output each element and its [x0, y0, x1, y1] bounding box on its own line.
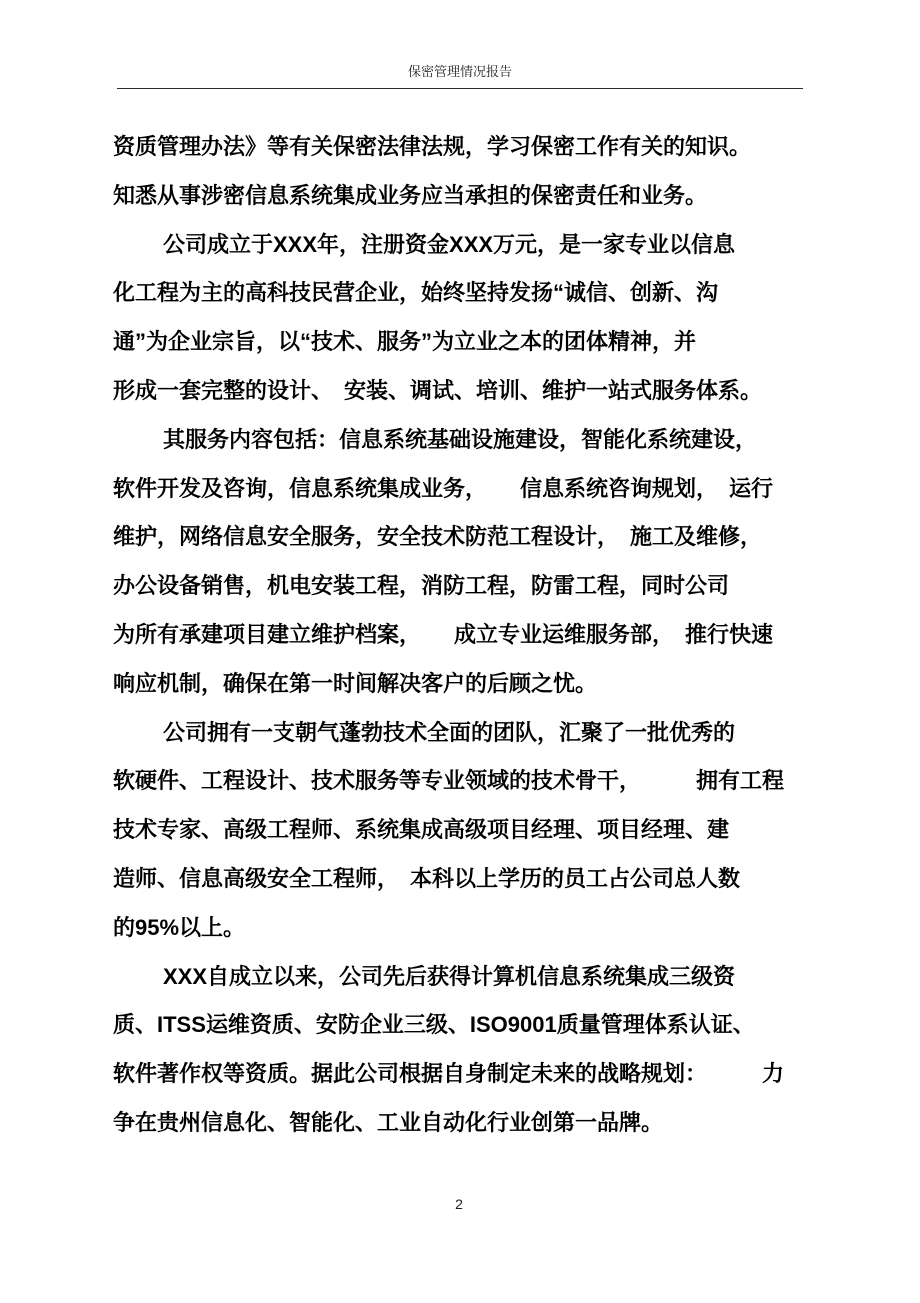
text-line: 其服务内容包括：信息系统基础设施建设，智能化系统建设，: [163, 426, 758, 452]
text-line: 软硬件、工程设计、技术服务等专业领域的技术骨干， 拥有工程: [113, 768, 785, 794]
text-line: 响应机制，确保在第一时间解决客户的后顾之忧。: [113, 670, 598, 696]
text-line: 资质管理办法》等有关保密法律法规，学习保密工作有关的知识。: [113, 134, 752, 159]
paragraph: [113, 416, 813, 709]
paragraph: [113, 123, 813, 221]
text-line: 公司成立于XXX年，注册资金XXX万元，是一家专业以信息: [163, 231, 736, 257]
page-header-title: 保密管理情况报告: [407, 64, 512, 79]
text-line: 维护，网络信息安全服务，安全技术防范工程设计， 施工及维修，: [113, 524, 763, 550]
text-line: 办公设备销售，机电安装工程，消防工程，防雷工程，同时公司: [113, 573, 730, 599]
document-body: [113, 123, 813, 1148]
text-line: 形成一套完整的设计、 安装、调试、培训、维护一站式服务体系。: [113, 377, 763, 403]
page-number: 2: [455, 1196, 463, 1212]
text-line: 知悉从事涉密信息系统集成业务应当承担的保密责任和业务。: [113, 182, 708, 208]
text-line: 通”为企业宗旨，以“技术、服务”为立业之本的团体精神，并: [113, 329, 697, 355]
paragraph: [113, 953, 813, 1148]
text-line: 质、ITSS运维资质、安防企业三级、ISO9001质量管理体系认证、: [113, 1012, 755, 1038]
text-line: 软件著作权等资质。据此公司根据自身制定未来的战略规划： 力: [113, 1061, 785, 1087]
text-line: 造师、信息高级安全工程师， 本科以上学历的员工占公司总人数: [113, 865, 741, 891]
text-line: 公司拥有一支朝气蓬勃技术全面的团队，汇聚了一批优秀的: [163, 719, 736, 745]
paragraph: [113, 709, 813, 953]
text-line: 为所有承建项目建立维护档案， 成立专业运维服务部， 推行快速: [113, 621, 774, 647]
page-header: [117, 62, 803, 89]
text-line: 化工程为主的高科技民营企业，始终坚持发扬“诚信、创新、沟: [113, 280, 719, 306]
paragraph: [113, 221, 813, 416]
text-line: 的95%以上。: [113, 914, 246, 940]
text-line: 争在贵州信息化、智能化、工业自动化行业创第一品牌。: [113, 1109, 664, 1135]
text-line: XXX自成立以来，公司先后获得计算机信息系统集成三级资: [163, 963, 736, 989]
page-footer: [113, 1194, 805, 1214]
text-line: 技术专家、高级工程师、系统集成高级项目经理、项目经理、建: [113, 817, 730, 843]
text-line: 软件开发及咨询，信息系统集成业务， 信息系统咨询规划， 运行: [113, 475, 774, 501]
